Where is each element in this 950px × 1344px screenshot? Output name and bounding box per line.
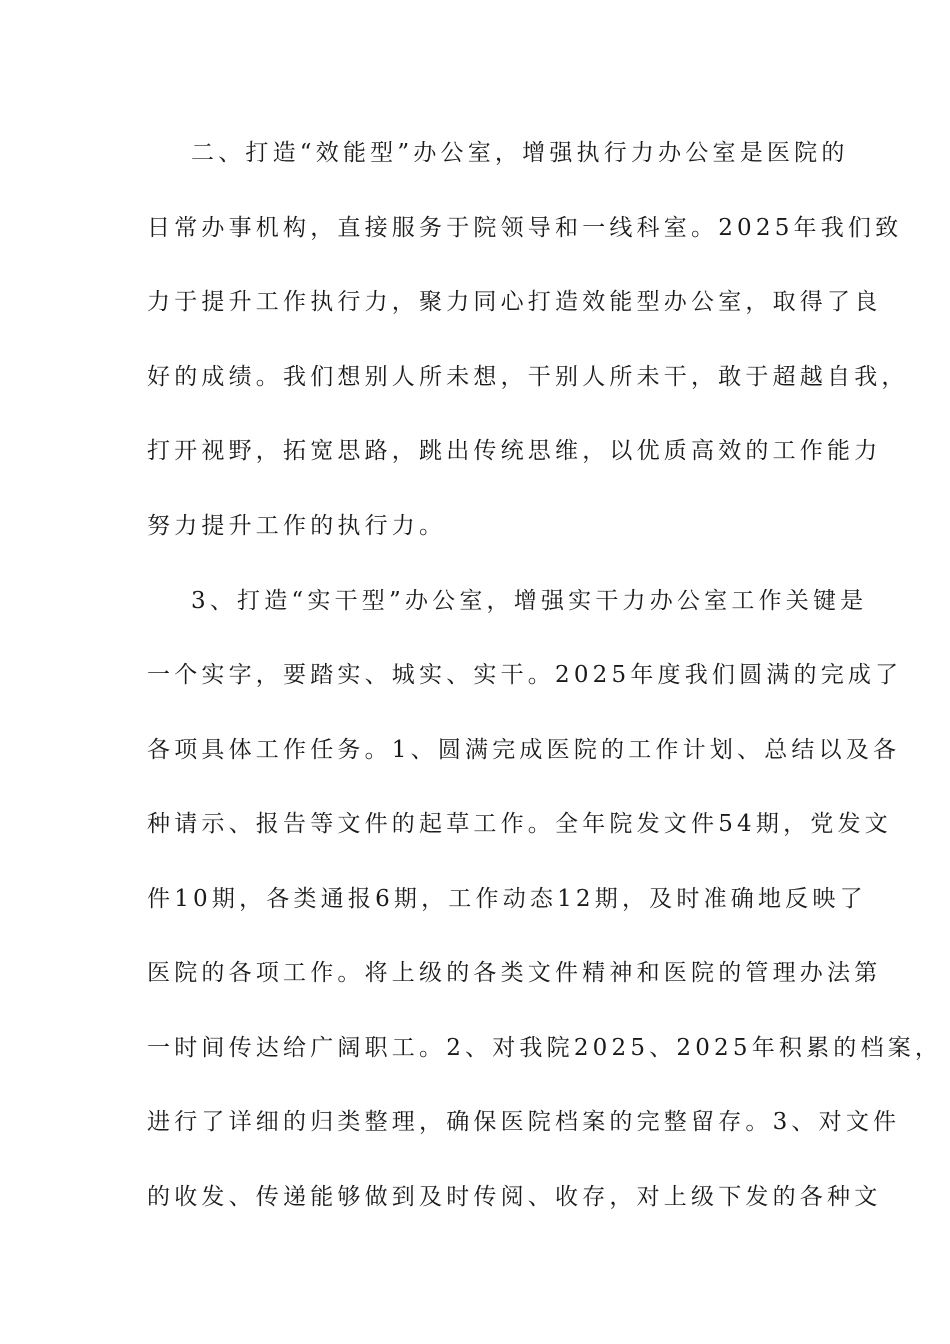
paragraph-2-line-6: 医院的各项工作。将上级的各类文件精神和医院的管理办法第 [147,960,882,986]
paragraph-2-line-2: 一个实字，要踏实、城实、实干。2025年度我们圆满的完成了 [147,662,903,688]
paragraph-1-line-5: 打开视野，拓宽思路，跳出传统思维，以优质高效的工作能力 [147,438,882,464]
paragraph-2-line-3: 各项具体工作任务。1、圆满完成医院的工作计划、总结以及各 [147,737,901,763]
paragraph-2-line-5: 件10期，各类通报6期，工作动态12期，及时准确地反映了 [147,886,867,912]
paragraph-1-line-2: 日常办事机构，直接服务于院领导和一线科室。2025年我们致 [147,215,903,241]
paragraph-2-line-7: 一时间传达给广阔职工。2、对我院2025、2025年积累的档案， [147,1035,943,1061]
paragraph-2-line-4: 种请示、报告等文件的起草工作。全年院发文件54期，党发文 [147,811,892,837]
paragraph-2-line-1: 3、打造“实干型”办公室，增强实干力办公室工作关键是 [191,588,868,614]
paragraph-2-line-9: 的收发、传递能够做到及时传阅、收存，对上级下发的各种文 [147,1184,882,1210]
paragraph-1-line-3: 力于提升工作执行力，聚力同心打造效能型办公室，取得了良 [147,289,882,315]
paragraph-2-line-8: 进行了详细的归类整理，确保医院档案的完整留存。3、对文件 [147,1109,901,1135]
paragraph-1-line-1: 二、打造“效能型”办公室，增强执行力办公室是医院的 [191,140,849,166]
paragraph-1-line-4: 好的成绩。我们想别人所未想，干别人所未干，敢于超越自我， [147,364,909,390]
paragraph-1-line-6: 努力提升工作的执行力。 [147,513,447,539]
